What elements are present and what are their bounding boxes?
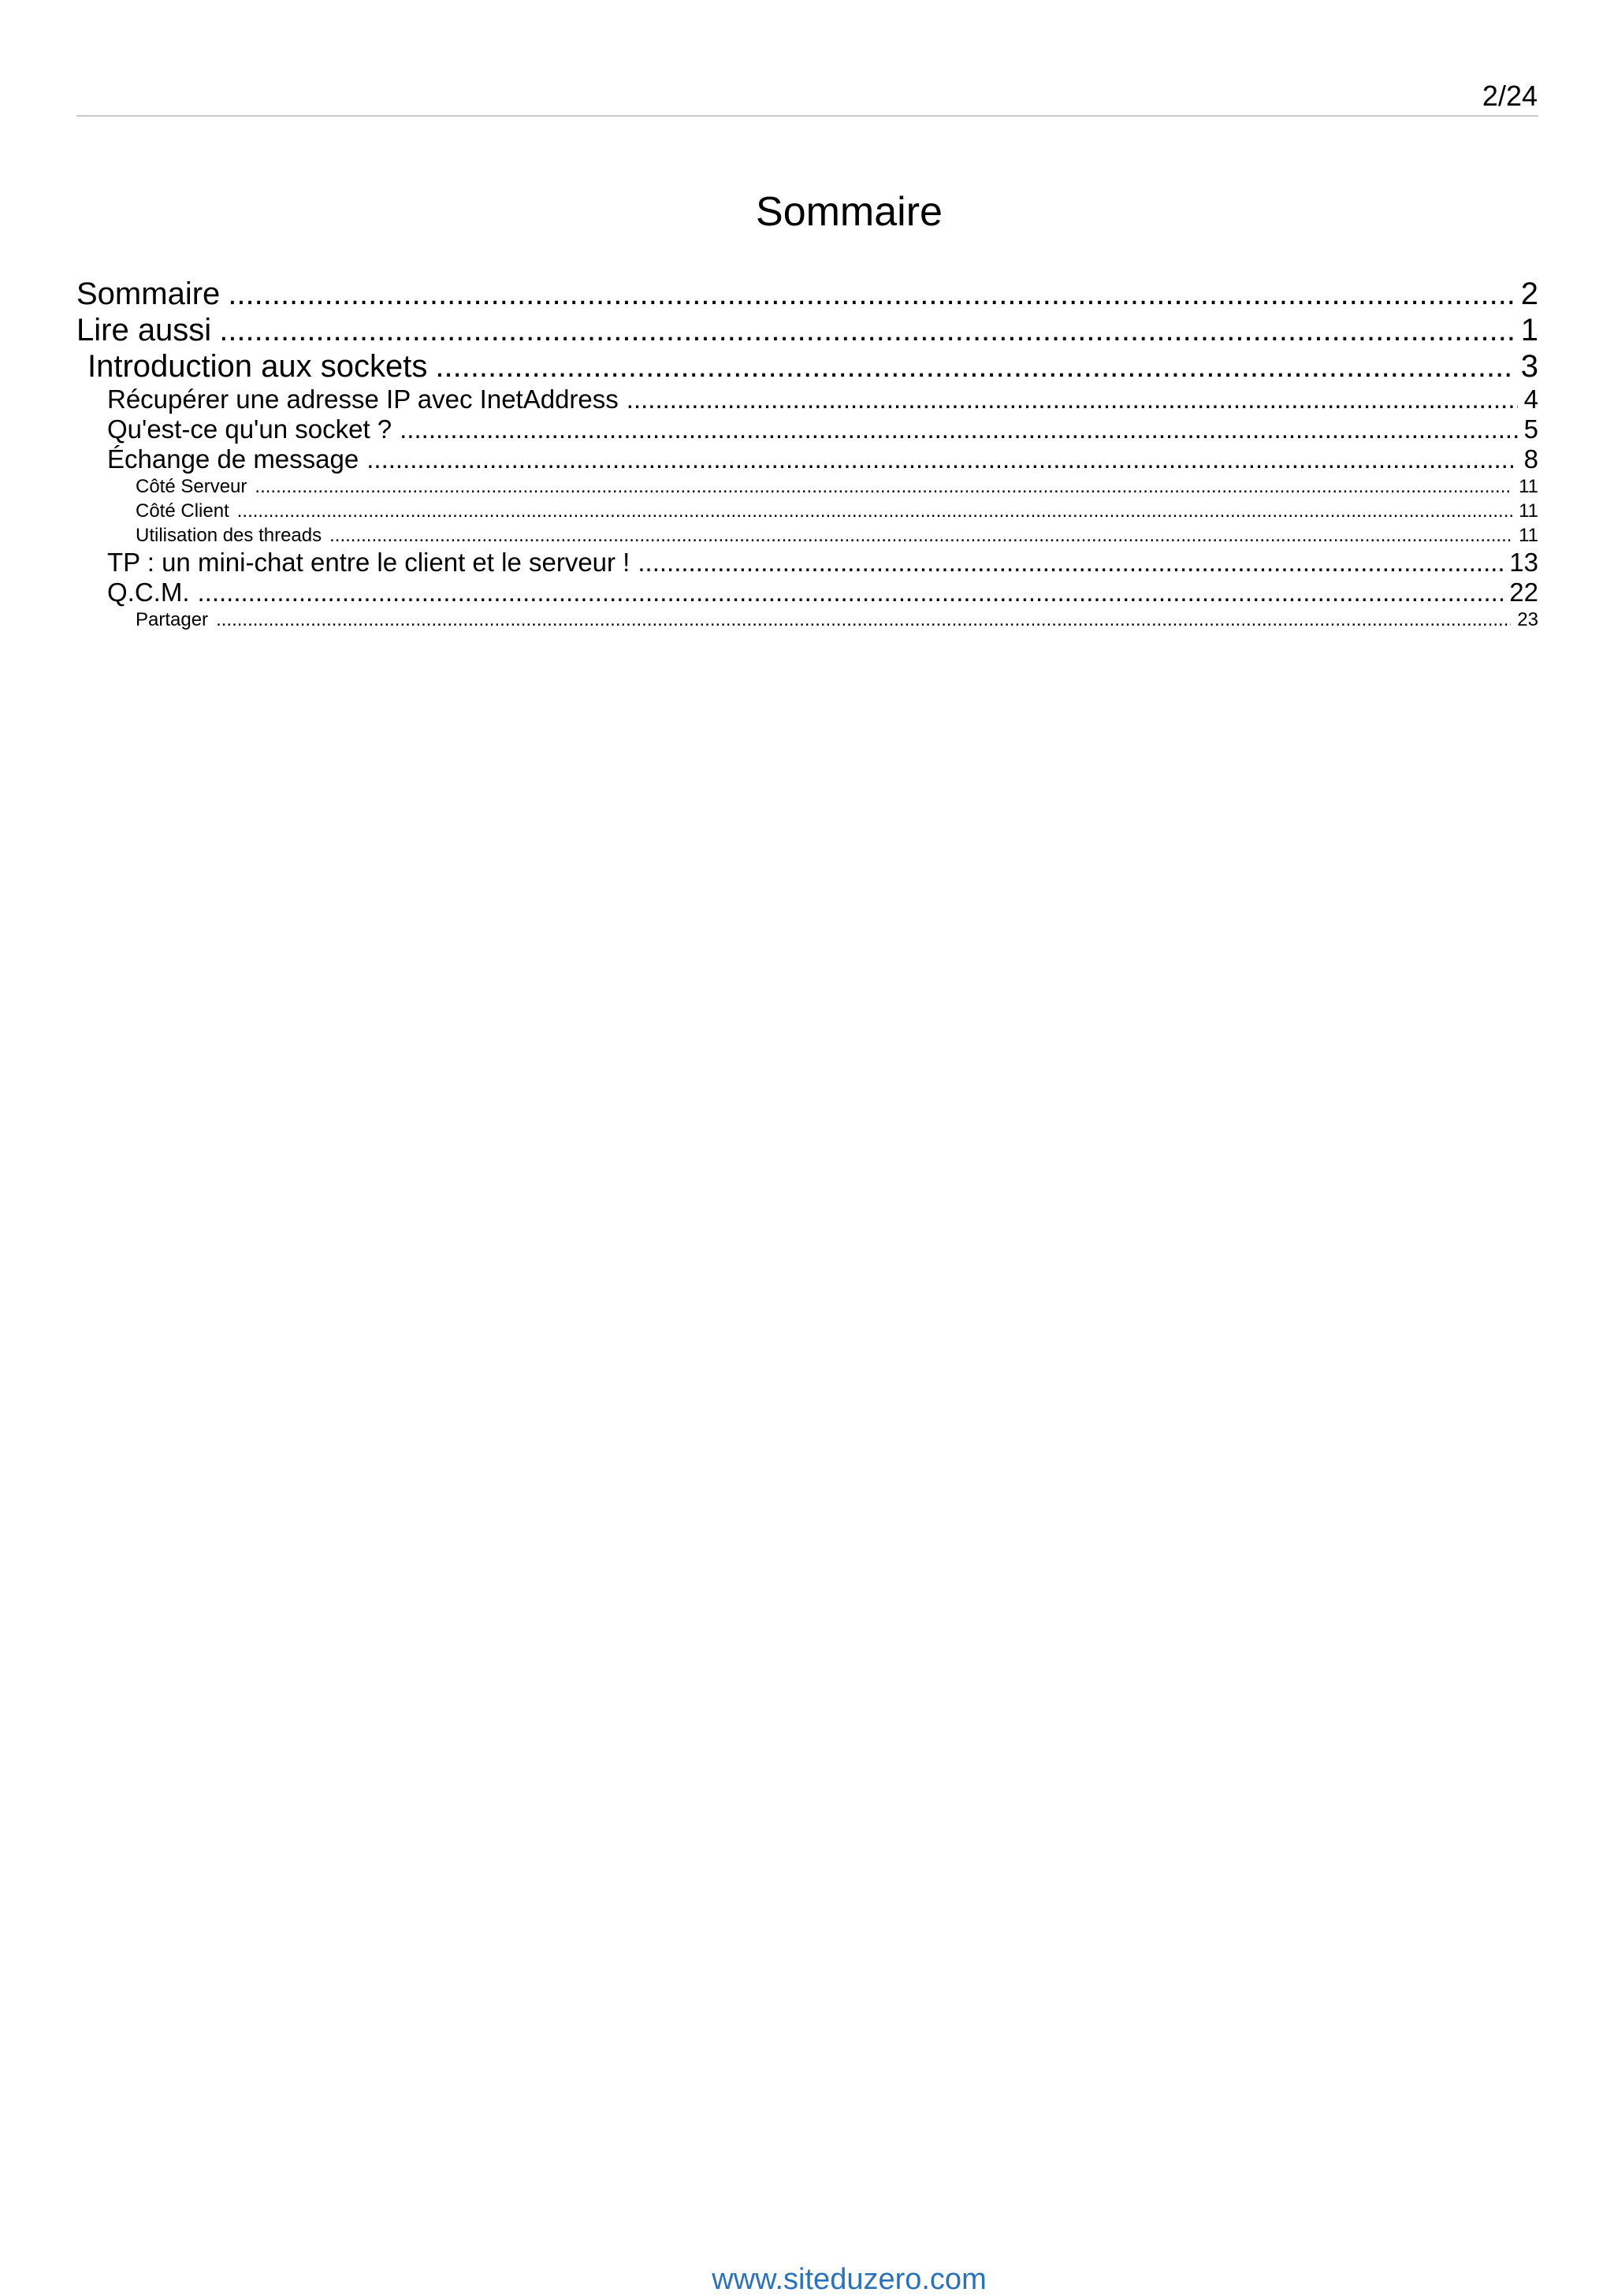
- toc-leader-dots: [228, 276, 1514, 312]
- toc-entry-label: Utilisation des threads: [136, 525, 322, 546]
- toc-leader-dots: [255, 474, 1512, 499]
- toc-entry-label: Côté Serveur: [136, 476, 247, 497]
- toc-entry-label: Sommaire: [76, 277, 221, 311]
- toc-entry-introduction-aux-sockets[interactable]: [76, 348, 1538, 385]
- toc-leader-dots: [329, 523, 1512, 548]
- toc-entry-page: 1: [1520, 313, 1538, 347]
- toc-title: Sommaire: [756, 189, 943, 235]
- toc-entry-label: Récupérer une adresse IP avec InetAddress: [107, 385, 619, 414]
- toc-entry-echange-de-message[interactable]: [76, 444, 1538, 474]
- toc-entry-label: Partager: [136, 609, 209, 630]
- toc-entry-page: 5: [1523, 414, 1538, 444]
- toc-leader-dots: [638, 548, 1503, 578]
- toc-entry-page: 3: [1520, 349, 1538, 384]
- page-number: 2/24: [1482, 80, 1538, 112]
- toc-entry-cote-serveur[interactable]: [76, 474, 1538, 499]
- toc-entry-label: TP : un mini-chat entre le client et le serveur !: [107, 548, 630, 577]
- toc-entry-label: Échange de message: [107, 444, 359, 474]
- toc-entry-label: Qu'est-ce qu'un socket ?: [107, 414, 392, 444]
- toc-leader-dots: [198, 578, 1504, 607]
- toc-entry-page: 2: [1520, 277, 1538, 311]
- toc-leader-dots: [627, 385, 1518, 414]
- toc-entry-page: 8: [1523, 444, 1538, 474]
- toc-entry-sommaire[interactable]: [76, 276, 1538, 312]
- toc-entry-tp-mini-chat[interactable]: [76, 548, 1538, 578]
- table-of-contents: [76, 276, 1538, 632]
- toc-entry-utilisation-des-threads[interactable]: [76, 523, 1538, 548]
- toc-entry-page: 23: [1517, 609, 1538, 630]
- toc-entry-page: 22: [1509, 578, 1538, 607]
- toc-entry-page: 4: [1523, 385, 1538, 414]
- toc-entry-label: Côté Client: [136, 500, 229, 522]
- toc-entry-label: Introduction aux sockets: [87, 349, 428, 384]
- toc-entry-lire-aussi[interactable]: [76, 312, 1538, 348]
- toc-leader-dots: [366, 444, 1517, 474]
- header-rule: [76, 115, 1538, 117]
- toc-entry-label: Q.C.M.: [107, 578, 190, 607]
- toc-leader-dots: [216, 607, 1511, 632]
- toc-entry-recuperer-adresse-ip[interactable]: [76, 385, 1538, 414]
- toc-entry-quest-ce-quun-socket[interactable]: [76, 414, 1538, 444]
- toc-entry-page: 11: [1519, 500, 1538, 522]
- toc-entry-partager[interactable]: [76, 607, 1538, 632]
- toc-leader-dots: [219, 312, 1515, 348]
- toc-entry-page: 13: [1509, 548, 1538, 577]
- toc-leader-dots: [435, 348, 1514, 385]
- toc-leader-dots: [400, 414, 1518, 444]
- toc-entry-qcm[interactable]: [76, 578, 1538, 607]
- toc-leader-dots: [237, 499, 1512, 523]
- toc-entry-page: 11: [1519, 476, 1538, 497]
- toc-entry-page: 11: [1519, 525, 1538, 546]
- footer-website-link[interactable]: www.siteduzero.com: [712, 2263, 987, 2296]
- toc-entry-cote-client[interactable]: [76, 499, 1538, 523]
- toc-entry-label: Lire aussi: [76, 313, 212, 347]
